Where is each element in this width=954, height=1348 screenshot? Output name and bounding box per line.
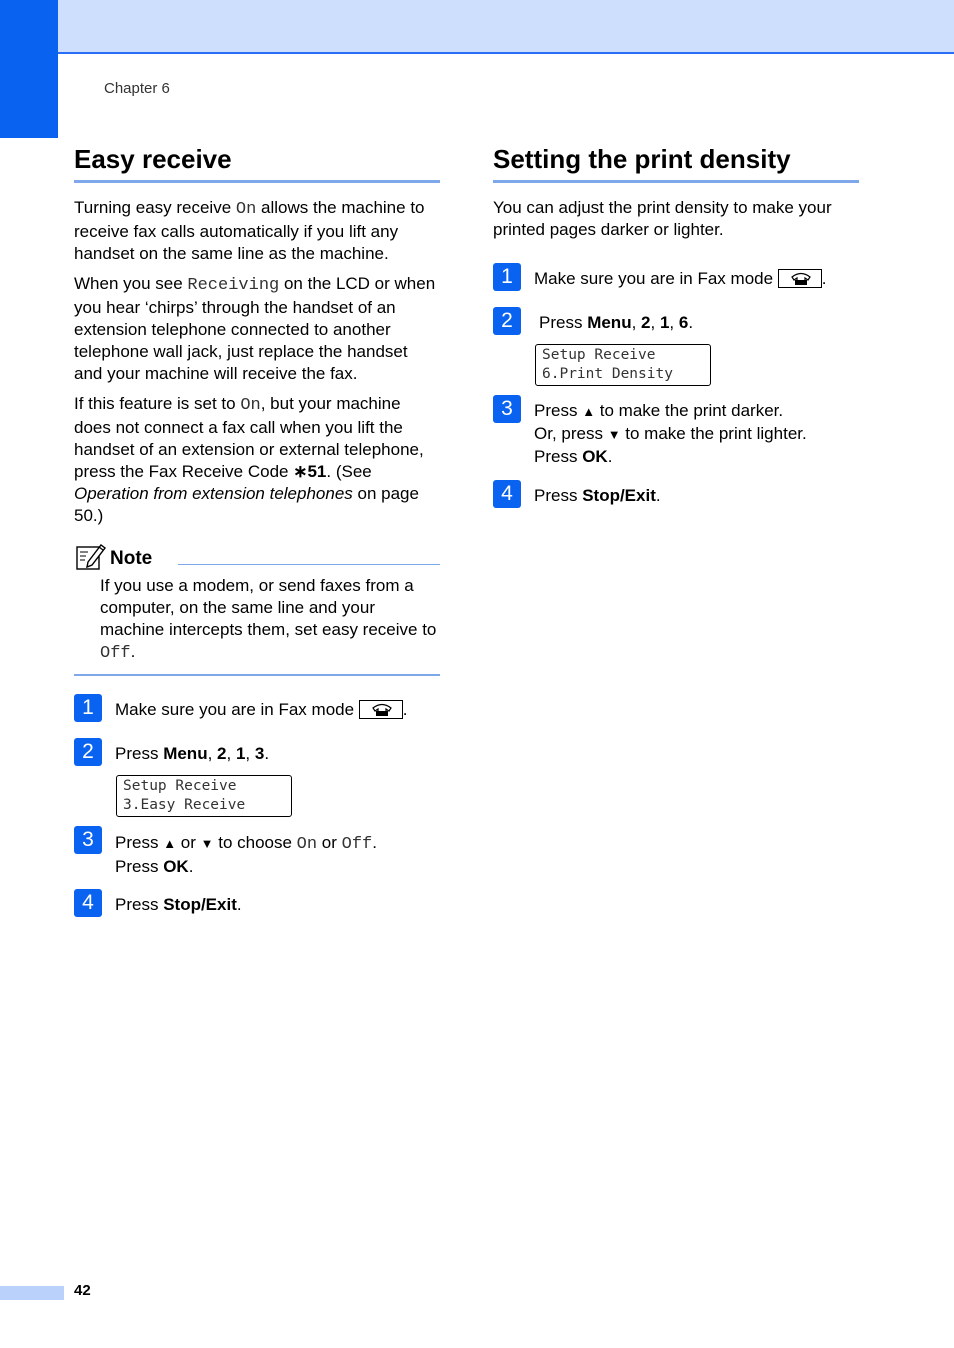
step-4-text: Press Stop/Exit. (115, 895, 242, 914)
paragraph-easy-receive-intro: Turning easy receive On allows the machine to receive fax calls automatically if you lift any handset on the same line as the machine. (74, 198, 425, 263)
step-number: 4 (74, 889, 102, 917)
step-3-text: Press ▲ or ▼ to choose On or Off. Press OK. (115, 833, 377, 876)
step-number: 4 (493, 480, 521, 508)
section-title-print-density: Setting the print density (493, 144, 791, 174)
paragraph-feature-on: If this feature is set to On, but your machine does not connect a fax call when you lift the handset of an extension or external telephone, press the Fax Receive Code ∗51. (See Operation from extension telephones on page 50.) (74, 394, 424, 525)
step-1-text: Make sure you are in Fax mode . (534, 269, 827, 288)
step-2-text: Press Menu, 2, 1, 6. (539, 313, 694, 332)
step-number: 3 (74, 826, 102, 854)
title-rule (74, 180, 440, 183)
up-arrow-icon: ▲ (582, 404, 596, 419)
lcd-line-2: 6.Print Density (542, 366, 673, 382)
step-number: 1 (74, 694, 102, 722)
lcd-line-1: Setup Receive (123, 778, 237, 794)
lcd-line-1: Setup Receive (542, 347, 656, 363)
step-4-text: Press Stop/Exit. (534, 486, 661, 505)
paragraph-print-density-intro: You can adjust the print density to make your printed pages darker or lighter. (493, 198, 832, 239)
header-band (0, 0, 954, 54)
step-number: 2 (74, 738, 102, 766)
step-number: 2 (493, 307, 521, 335)
up-arrow-icon: ▲ (163, 836, 177, 851)
note-pencil-icon (76, 542, 106, 570)
chapter-label: Chapter 6 (104, 80, 170, 97)
note-title-rule (178, 564, 440, 565)
down-arrow-icon: ▼ (200, 836, 214, 851)
fax-mode-icon (359, 700, 403, 719)
step-1-text: Make sure you are in Fax mode . (115, 700, 408, 719)
paragraph-receiving: When you see Receiving on the LCD or when you hear ‘chirps’ through the handset of an extension telephone connected to another telephone wall jack, just replace the handset and your machine will receive the fax. (74, 274, 436, 383)
chapter-tab (0, 0, 58, 138)
step-3-text: Press ▲ to make the print darker. Or, press ▼ to make the print lighter. Press OK. (534, 401, 807, 466)
note-text: If you use a modem, or send faxes from a computer, on the same line and your machine intercepts them, set easy receive to Off. (100, 576, 437, 663)
section-title-easy-receive: Easy receive (74, 144, 232, 174)
page-number-bar (0, 1286, 64, 1300)
lcd-display (116, 775, 292, 817)
lcd-line-2: 3.Easy Receive (123, 797, 246, 813)
fax-mode-icon (778, 269, 822, 288)
down-arrow-icon: ▼ (607, 427, 621, 442)
title-rule (493, 180, 859, 183)
step-number: 1 (493, 263, 521, 291)
note-title: Note (110, 548, 153, 569)
step-2-text: Press Menu, 2, 1, 3. (115, 744, 270, 763)
lcd-display (535, 344, 711, 386)
note-bottom-rule (74, 674, 440, 676)
page-number: 42 (74, 1282, 91, 1299)
step-number: 3 (493, 395, 521, 423)
